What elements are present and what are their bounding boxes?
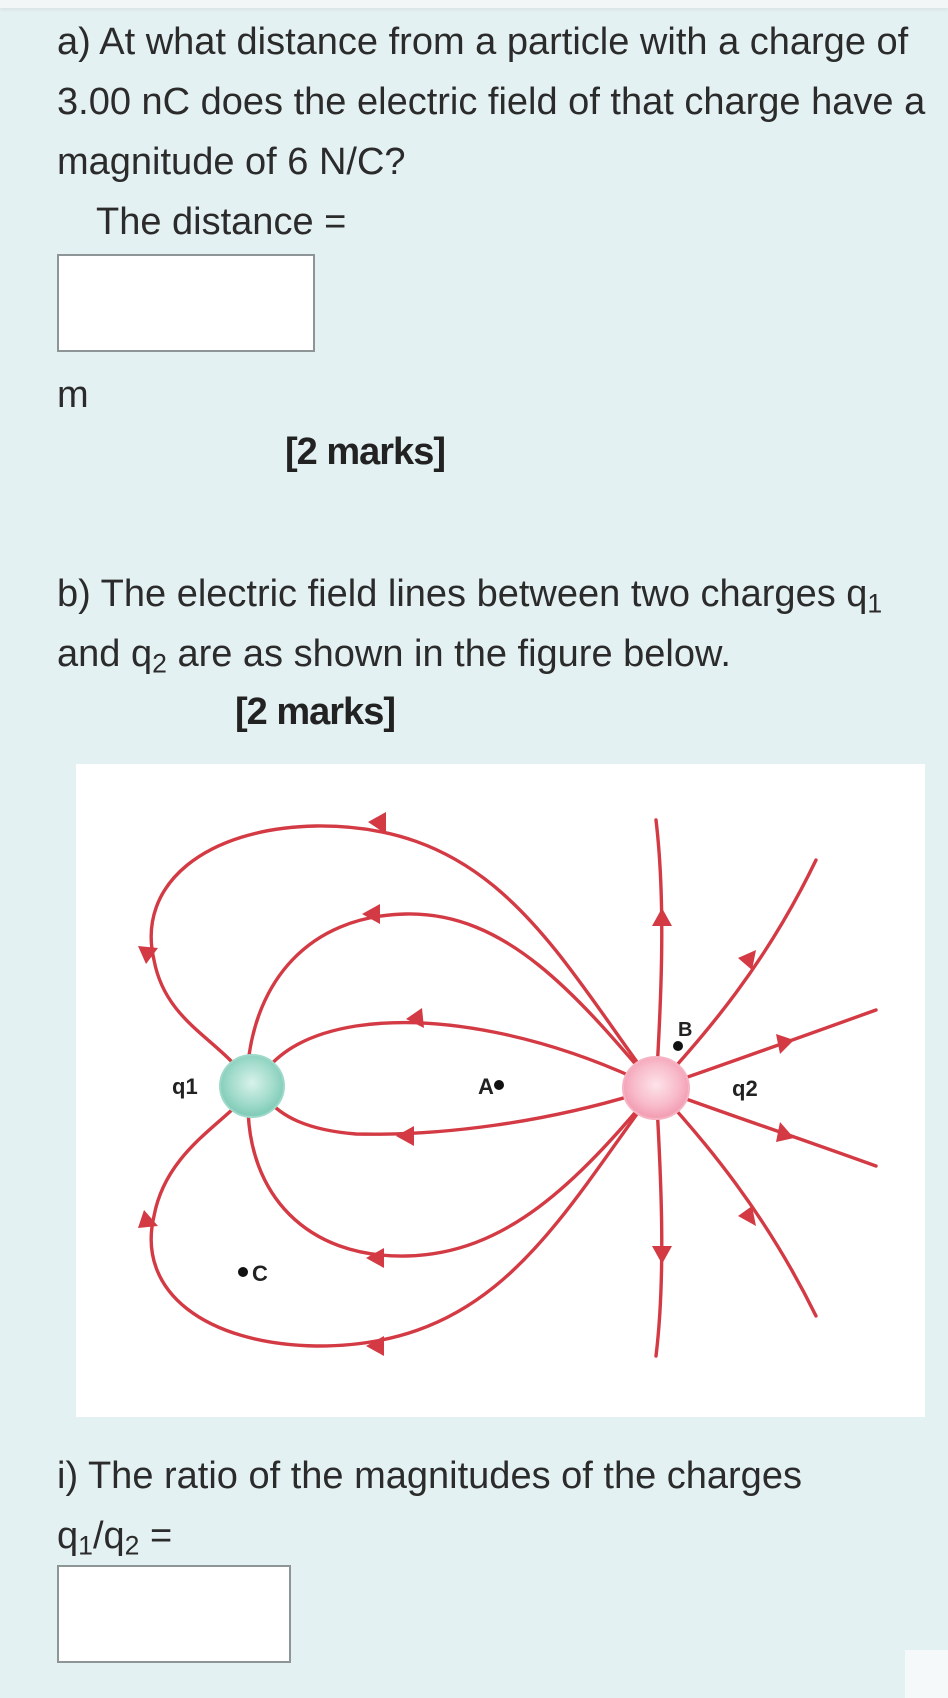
corner-tab[interactable] <box>905 1650 948 1698</box>
label-q1: q1 <box>172 1074 198 1099</box>
field-line-lower-middle <box>266 1088 656 1134</box>
field-line-out-downright <box>656 1088 816 1316</box>
ratio-equals: = <box>139 1515 173 1557</box>
label-c: C <box>252 1261 268 1286</box>
label-a: A <box>478 1074 494 1099</box>
ratio-sub2: 2 <box>124 1530 140 1561</box>
arrow-out-right-down <box>776 1122 794 1142</box>
question-b-prefix: b) The electric field lines between two charges q <box>57 573 868 615</box>
arrow-out-right-up <box>776 1034 794 1054</box>
ratio-q1: q <box>57 1515 79 1557</box>
point-c-dot <box>238 1267 248 1277</box>
q2-subscript: 2 <box>152 648 167 679</box>
field-line-out-down <box>656 1088 662 1356</box>
arrow-upper-middle <box>406 1008 424 1028</box>
point-a-dot <box>494 1080 504 1090</box>
field-lines-svg <box>76 764 925 1417</box>
label-q2: q2 <box>732 1076 758 1101</box>
distance-answer-input[interactable] <box>57 254 315 352</box>
charge-q1 <box>220 1055 284 1117</box>
marks-a: [2 marks] <box>285 431 445 473</box>
question-i-line: i) The ratio of the magnitudes of the charges <box>57 1455 802 1497</box>
q1-subscript: 1 <box>867 588 883 619</box>
field-line-upper-middle <box>266 1023 656 1088</box>
field-line-outer-bottom <box>151 1088 656 1346</box>
arrow-inner-top <box>362 904 380 924</box>
field-line-out-up <box>656 820 662 1088</box>
question-a-text: a) At what distance from a particle with a charge of 3.00 nC does the electric field of that charge have a magnitude of 6 N/C? <box>57 21 926 183</box>
top-bar <box>0 0 948 8</box>
label-b: B <box>678 1019 693 1041</box>
arrow-outer-bottom <box>366 1336 384 1356</box>
question-b-text <box>57 564 937 684</box>
arrow-lower-middle <box>396 1126 414 1146</box>
arrow-out-down <box>652 1246 672 1264</box>
question-b-mid: and q <box>57 633 153 675</box>
distance-unit: m <box>57 374 89 416</box>
field-line-outer-top <box>151 826 656 1088</box>
question-b-suffix: are as shown in the figure below. <box>166 633 731 675</box>
arrow-inner-bottom <box>366 1248 384 1268</box>
point-b-dot <box>673 1041 683 1051</box>
ratio-sub1: 1 <box>78 1530 93 1561</box>
field-lines-figure <box>76 764 925 1417</box>
marks-b: [2 marks] <box>235 691 395 733</box>
ratio-slash-q2: /q <box>92 1515 125 1557</box>
ratio-answer-input[interactable] <box>57 1565 291 1663</box>
question-i-text <box>57 1446 937 1566</box>
field-line-out-upright <box>656 860 816 1088</box>
arrow-out-up <box>652 908 672 926</box>
distance-label: The distance = <box>96 201 347 243</box>
charge-q2 <box>623 1057 689 1119</box>
